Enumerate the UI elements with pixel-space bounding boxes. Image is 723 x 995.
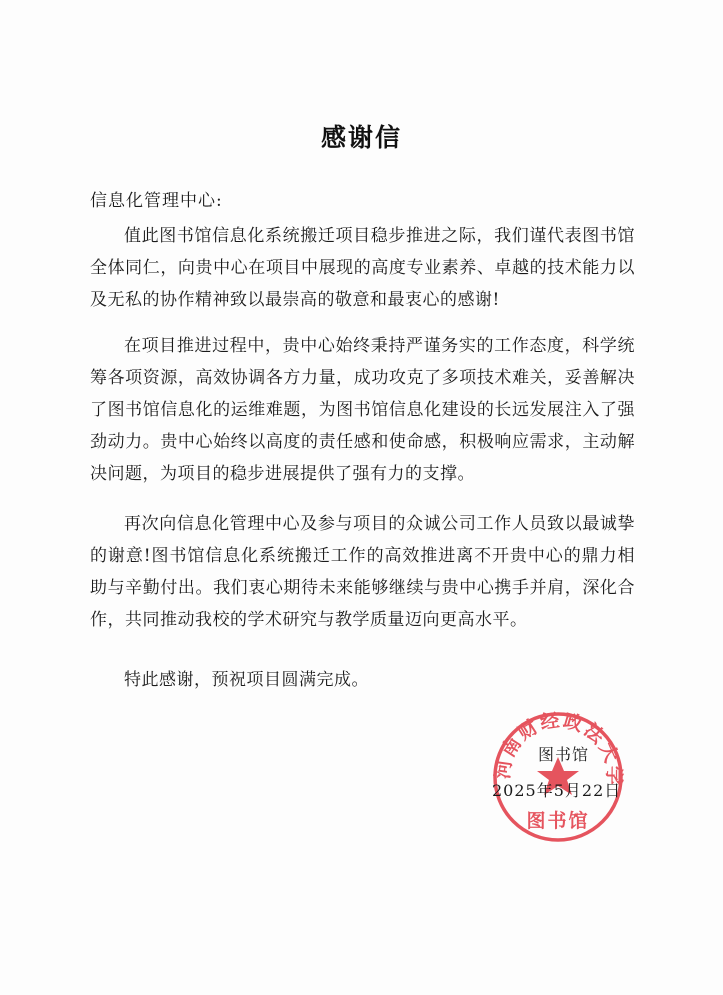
seal-stamp-icon — [486, 705, 631, 845]
signature-date: 2025年5月22日 — [492, 781, 622, 800]
paragraph-2: 在项目推进过程中，贵中心始终秉持严谨务实的工作态度，科学统筹各项资源，高效协调各方力量，成功攻克了多项技术难关，妥善解决了图书馆信息化的运维难题，为图书馆信息化建设的长远发展注入了强劲动力。贵中心始终以高度的责任感和使命感，积极响应需求，主动解决问题，为项目的稳步进展提供了强有力的支撑。 — [90, 336, 635, 484]
svg-text:河南财经政法大学: 河南财经政法大学 — [491, 709, 625, 788]
paragraph-1: 值此图书馆信息化系统搬迁项目稳步推进之际，我们谨代表图书馆全体同仁，向贵中心在项目中展现的高度专业素养、卓越的技术能力以及无私的协作精神致以最崇高的敬意和最衷心的感谢! — [90, 226, 635, 310]
paragraph-3: 再次向信息化管理中心及参与项目的众诚公司工作人员致以最诚挚的谢意!图书馆信息化系统搬迁工作的高效推进离不开贵中心的鼎力相助与辛勤付出。我们衷心期待未来能够继续与贵中心携手并肩，深化合作，共同推动我校的学术研究与教学质量迈向更高水平。 — [90, 514, 635, 630]
letter-title: 感谢信 — [320, 123, 402, 152]
svg-text:图书馆: 图书馆 — [526, 810, 590, 832]
salutation: 信息化管理中心: — [90, 191, 223, 211]
paragraph-4: 特此感谢，预祝项目圆满完成。 — [124, 670, 369, 690]
signature-organization: 图书馆 — [538, 745, 590, 764]
official-seal — [486, 705, 631, 845]
